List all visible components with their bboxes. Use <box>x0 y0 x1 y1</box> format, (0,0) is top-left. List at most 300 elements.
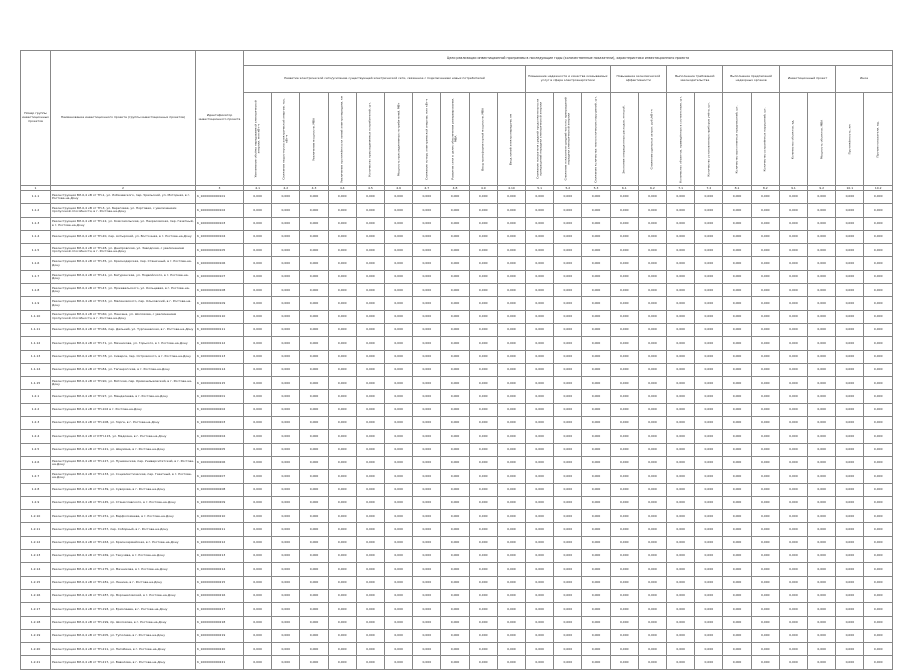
indicator-value: 0,000 <box>610 363 638 376</box>
indicator-value: 0,000 <box>497 244 525 257</box>
indicator-value: 0,000 <box>836 377 864 390</box>
indicator-header <box>695 93 723 186</box>
indicator-value: 0,000 <box>751 443 779 456</box>
indicator-value: 0,000 <box>864 576 892 589</box>
indicator-value: 0,000 <box>582 323 610 336</box>
indicator-value: 0,000 <box>836 443 864 456</box>
indicator-value: 0,000 <box>441 496 469 509</box>
indicator-header-label: Количество объектов, ед. <box>790 119 795 159</box>
indicator-value: 0,000 <box>244 470 272 483</box>
indicator-header-label: Мощность присоединяемых потребителей, МВт <box>395 102 400 176</box>
indicator-value: 0,000 <box>808 270 836 283</box>
indicator-value: 0,000 <box>751 230 779 243</box>
indicator-value: 0,000 <box>638 323 666 336</box>
table-row <box>21 350 893 363</box>
indicator-value: 0,000 <box>554 310 582 323</box>
project-name: Реконструкция ВЛ-0,4 кВ от ТП-181, ул. Ленина, в г. Ростове-на-Дону <box>51 576 196 589</box>
indicator-value: 0,000 <box>554 270 582 283</box>
indicator-value: 0,000 <box>638 230 666 243</box>
indicator-header-label: Увеличение протяжённости линий электропередачи, км <box>339 95 344 183</box>
indicator-value: 0,000 <box>864 456 892 469</box>
indicator-header-label: Снижение показателя средней частоты прекращений передачи электрической энергии <box>563 97 571 181</box>
indicator-value: 0,000 <box>610 417 638 430</box>
indicator-value: 0,000 <box>244 616 272 629</box>
indicator-value: 0,000 <box>779 377 807 390</box>
indicator-value: 0,000 <box>582 204 610 217</box>
investment-program-table <box>20 50 893 670</box>
indicator-value: 0,000 <box>497 337 525 350</box>
indicator-value: 0,000 <box>723 390 751 403</box>
table-row <box>21 603 893 616</box>
indicator-value: 0,000 <box>300 204 328 217</box>
indicator-value: 0,000 <box>328 430 356 443</box>
indicator-value: 0,000 <box>356 643 384 656</box>
column-number: 5.1 <box>526 186 554 191</box>
indicator-value: 0,000 <box>667 230 695 243</box>
indicator-value: 0,000 <box>272 297 300 310</box>
indicator-value: 0,000 <box>441 191 469 204</box>
indicator-value: 0,000 <box>638 390 666 403</box>
indicator-value: 0,000 <box>667 204 695 217</box>
indicator-value: 0,000 <box>610 217 638 230</box>
indicator-value: 0,000 <box>779 217 807 230</box>
row-number: 1.2.14 <box>21 563 51 576</box>
indicator-value: 0,000 <box>385 629 413 642</box>
indicator-value: 0,000 <box>779 230 807 243</box>
indicator-value: 0,000 <box>695 536 723 549</box>
indicator-value: 0,000 <box>300 550 328 563</box>
indicator-value: 0,000 <box>272 603 300 616</box>
indicator-value: 0,000 <box>751 323 779 336</box>
indicator-value: 0,000 <box>638 563 666 576</box>
indicator-value: 0,000 <box>695 204 723 217</box>
table-row <box>21 230 893 243</box>
indicator-value: 0,000 <box>526 643 554 656</box>
indicator-header <box>864 93 892 186</box>
indicator-header-label: Снижение удельных затрат, руб./кВт·ч <box>649 109 654 169</box>
table-row <box>21 656 893 669</box>
indicator-value: 0,000 <box>864 323 892 336</box>
indicator-value: 0,000 <box>610 589 638 602</box>
indicator-value: 0,000 <box>667 257 695 270</box>
indicator-value: 0,000 <box>554 523 582 536</box>
indicator-value: 0,000 <box>808 337 836 350</box>
row-number: 1.1.15 <box>21 377 51 390</box>
indicator-value: 0,000 <box>526 244 554 257</box>
indicator-value: 0,000 <box>356 417 384 430</box>
indicator-value: 0,000 <box>272 550 300 563</box>
indicator-value: 0,000 <box>582 589 610 602</box>
indicator-value: 0,000 <box>300 496 328 509</box>
indicator-header <box>582 93 610 186</box>
indicator-header <box>779 93 807 186</box>
column-number: 4.1 <box>244 186 272 191</box>
indicator-value: 0,000 <box>413 377 441 390</box>
indicator-value: 0,000 <box>244 643 272 656</box>
project-id: K_1000000000105 <box>196 244 244 257</box>
indicator-value: 0,000 <box>554 417 582 430</box>
indicator-value: 0,000 <box>864 377 892 390</box>
indicator-value: 0,000 <box>554 643 582 656</box>
indicator-value: 0,000 <box>582 576 610 589</box>
indicator-value: 0,000 <box>779 496 807 509</box>
indicator-value: 0,000 <box>610 536 638 549</box>
indicator-value: 0,000 <box>300 456 328 469</box>
indicator-value: 0,000 <box>638 550 666 563</box>
indicator-value: 0,000 <box>300 510 328 523</box>
indicator-value: 0,000 <box>808 643 836 656</box>
indicator-value: 0,000 <box>441 257 469 270</box>
table-row <box>21 377 893 390</box>
indicator-value: 0,000 <box>497 204 525 217</box>
indicator-value: 0,000 <box>695 510 723 523</box>
indicator-value: 0,000 <box>751 496 779 509</box>
indicator-value: 0,000 <box>300 363 328 376</box>
indicator-value: 0,000 <box>385 643 413 656</box>
indicator-value: 0,000 <box>695 230 723 243</box>
indicator-value: 0,000 <box>695 456 723 469</box>
table-row <box>21 430 893 443</box>
indicator-value: 0,000 <box>638 191 666 204</box>
indicator-value: 0,000 <box>751 403 779 416</box>
indicator-value: 0,000 <box>723 284 751 297</box>
indicator-value: 0,000 <box>667 616 695 629</box>
indicator-value: 0,000 <box>751 244 779 257</box>
indicator-value: 0,000 <box>272 403 300 416</box>
indicator-value: 0,000 <box>272 576 300 589</box>
indicator-value: 0,000 <box>272 616 300 629</box>
group-header: Выполнение предписаний надзорных органов <box>723 66 779 93</box>
indicator-value: 0,000 <box>836 270 864 283</box>
indicator-value: 0,000 <box>328 536 356 549</box>
indicator-value: 0,000 <box>385 191 413 204</box>
row-number: 1.2.6 <box>21 456 51 469</box>
indicator-value: 0,000 <box>413 510 441 523</box>
indicator-value: 0,000 <box>667 417 695 430</box>
indicator-value: 0,000 <box>328 217 356 230</box>
indicator-value: 0,000 <box>526 550 554 563</box>
indicator-value: 0,000 <box>300 403 328 416</box>
project-id: K_1000000000104 <box>196 230 244 243</box>
indicator-value: 0,000 <box>582 470 610 483</box>
indicator-value: 0,000 <box>526 456 554 469</box>
indicator-value: 0,000 <box>864 629 892 642</box>
indicator-value: 0,000 <box>469 323 497 336</box>
indicator-value: 0,000 <box>385 310 413 323</box>
indicator-value: 0,000 <box>497 323 525 336</box>
indicator-header <box>244 93 272 186</box>
indicator-value: 0,000 <box>836 390 864 403</box>
indicator-value: 0,000 <box>779 576 807 589</box>
indicator-header-label: Количество присоединяемых потребителей, шт. <box>367 101 372 177</box>
indicator-value: 0,000 <box>441 443 469 456</box>
indicator-value: 0,000 <box>667 483 695 496</box>
indicator-value: 0,000 <box>554 629 582 642</box>
indicator-value: 0,000 <box>610 230 638 243</box>
indicator-value: 0,000 <box>695 443 723 456</box>
indicator-value: 0,000 <box>526 270 554 283</box>
project-id: K_1000000000207 <box>196 470 244 483</box>
project-id: K_1000000000112 <box>196 337 244 350</box>
indicator-value: 0,000 <box>667 191 695 204</box>
indicator-value: 0,000 <box>610 257 638 270</box>
column-number: 4.6 <box>385 186 413 191</box>
group-header: Выполнение требований законодательства <box>667 66 723 93</box>
indicator-value: 0,000 <box>554 323 582 336</box>
table-body <box>21 191 893 670</box>
row-number: 1.1.5 <box>21 244 51 257</box>
indicator-value: 0,000 <box>526 523 554 536</box>
indicator-value: 0,000 <box>695 629 723 642</box>
indicator-value: 0,000 <box>836 284 864 297</box>
indicator-value: 0,000 <box>582 417 610 430</box>
project-id: K_1000000000208 <box>196 483 244 496</box>
indicator-value: 0,000 <box>751 270 779 283</box>
indicator-value: 0,000 <box>300 589 328 602</box>
indicator-header-label: Снижение потерь электрической энергии, млн кВт·ч <box>424 98 429 180</box>
indicator-value: 0,000 <box>695 217 723 230</box>
table-row <box>21 496 893 509</box>
indicator-value: 0,000 <box>328 270 356 283</box>
indicator-value: 0,000 <box>723 403 751 416</box>
indicator-value: 0,000 <box>272 563 300 576</box>
indicator-value: 0,000 <box>779 310 807 323</box>
indicator-value: 0,000 <box>864 643 892 656</box>
indicator-header <box>751 93 779 186</box>
indicator-header <box>667 93 695 186</box>
indicator-header <box>300 93 328 186</box>
indicator-value: 0,000 <box>610 603 638 616</box>
indicator-value: 0,000 <box>751 483 779 496</box>
indicator-value: 0,000 <box>723 496 751 509</box>
indicator-value: 0,000 <box>667 430 695 443</box>
row-number: 1.1.13 <box>21 350 51 363</box>
indicator-value: 0,000 <box>723 337 751 350</box>
indicator-value: 0,000 <box>554 483 582 496</box>
indicator-value: 0,000 <box>413 417 441 430</box>
indicator-value: 0,000 <box>413 470 441 483</box>
indicator-value: 0,000 <box>695 297 723 310</box>
indicator-value: 0,000 <box>667 244 695 257</box>
indicator-value: 0,000 <box>808 257 836 270</box>
indicator-value: 0,000 <box>582 403 610 416</box>
indicator-value: 0,000 <box>469 483 497 496</box>
table-row <box>21 470 893 483</box>
indicator-header <box>836 93 864 186</box>
indicator-value: 0,000 <box>244 603 272 616</box>
indicator-value: 0,000 <box>356 363 384 376</box>
indicator-value: 0,000 <box>808 616 836 629</box>
indicator-value: 0,000 <box>300 257 328 270</box>
table-row <box>21 270 893 283</box>
indicator-value: 0,000 <box>497 417 525 430</box>
project-id: K_1000000000110 <box>196 310 244 323</box>
project-id: K_1000000000101 <box>196 191 244 204</box>
indicator-value: 0,000 <box>272 470 300 483</box>
indicator-value: 0,000 <box>582 443 610 456</box>
indicator-value: 0,000 <box>582 563 610 576</box>
indicator-value: 0,000 <box>300 244 328 257</box>
indicator-value: 0,000 <box>695 244 723 257</box>
indicator-value: 0,000 <box>441 643 469 656</box>
indicator-value: 0,000 <box>554 456 582 469</box>
indicator-value: 0,000 <box>441 377 469 390</box>
indicator-value: 0,000 <box>808 204 836 217</box>
indicator-value: 0,000 <box>356 616 384 629</box>
indicator-value: 0,000 <box>695 576 723 589</box>
indicator-value: 0,000 <box>328 629 356 642</box>
project-id: K_1000000000218 <box>196 616 244 629</box>
indicator-value: 0,000 <box>328 284 356 297</box>
indicator-value: 0,000 <box>497 350 525 363</box>
indicator-value: 0,000 <box>526 483 554 496</box>
indicator-value: 0,000 <box>779 603 807 616</box>
indicator-value: 0,000 <box>300 629 328 642</box>
indicator-value: 0,000 <box>272 483 300 496</box>
indicator-value: 0,000 <box>469 191 497 204</box>
indicator-value: 0,000 <box>441 417 469 430</box>
col-header-id: Идентификатор инвестиционного проекта <box>196 51 244 186</box>
indicator-value: 0,000 <box>441 430 469 443</box>
indicator-value: 0,000 <box>864 337 892 350</box>
indicator-value: 0,000 <box>610 377 638 390</box>
indicator-value: 0,000 <box>469 217 497 230</box>
indicator-value: 0,000 <box>695 377 723 390</box>
indicator-value: 0,000 <box>751 377 779 390</box>
indicator-value: 0,000 <box>638 443 666 456</box>
indicator-value: 0,000 <box>356 470 384 483</box>
indicator-value: 0,000 <box>244 390 272 403</box>
indicator-value: 0,000 <box>300 483 328 496</box>
indicator-value: 0,000 <box>328 483 356 496</box>
indicator-value: 0,000 <box>695 363 723 376</box>
indicator-value: 0,000 <box>723 616 751 629</box>
indicator-value: 0,000 <box>751 204 779 217</box>
indicator-value: 0,000 <box>356 204 384 217</box>
indicator-value: 0,000 <box>300 523 328 536</box>
table-row <box>21 563 893 576</box>
indicator-value: 0,000 <box>497 297 525 310</box>
indicator-value: 0,000 <box>723 483 751 496</box>
indicator-value: 0,000 <box>638 643 666 656</box>
indicator-value: 0,000 <box>836 629 864 642</box>
indicator-value: 0,000 <box>723 244 751 257</box>
group-header: Повышение экономической эффективности <box>610 66 666 93</box>
indicator-value: 0,000 <box>836 496 864 509</box>
indicator-value: 0,000 <box>864 550 892 563</box>
indicator-value: 0,000 <box>610 656 638 669</box>
row-number: 1.2.19 <box>21 629 51 642</box>
indicator-value: 0,000 <box>610 297 638 310</box>
indicator-value: 0,000 <box>469 363 497 376</box>
indicator-value: 0,000 <box>779 417 807 430</box>
indicator-value: 0,000 <box>836 643 864 656</box>
indicator-value: 0,000 <box>441 483 469 496</box>
indicator-value: 0,000 <box>526 443 554 456</box>
indicator-value: 0,000 <box>385 443 413 456</box>
indicator-value: 0,000 <box>244 456 272 469</box>
indicator-value: 0,000 <box>413 536 441 549</box>
indicator-value: 0,000 <box>272 456 300 469</box>
indicator-header-label: Снижение показателя средней продолжительности прекращений передачи электрической энергии <box>535 98 543 180</box>
indicator-value: 0,000 <box>413 350 441 363</box>
indicator-value: 0,000 <box>808 589 836 602</box>
indicator-value: 0,000 <box>469 576 497 589</box>
indicator-value: 0,000 <box>751 656 779 669</box>
indicator-value: 0,000 <box>779 443 807 456</box>
indicator-value: 0,000 <box>441 576 469 589</box>
indicator-value: 0,000 <box>864 310 892 323</box>
indicator-value: 0,000 <box>695 191 723 204</box>
indicator-value: 0,000 <box>751 510 779 523</box>
indicator-value: 0,000 <box>808 363 836 376</box>
indicator-value: 0,000 <box>836 403 864 416</box>
indicator-value: 0,000 <box>526 323 554 336</box>
indicator-value: 0,000 <box>808 510 836 523</box>
indicator-value: 0,000 <box>300 656 328 669</box>
indicator-value: 0,000 <box>808 536 836 549</box>
indicator-header <box>554 93 582 186</box>
indicator-value: 0,000 <box>526 576 554 589</box>
indicator-value: 0,000 <box>441 390 469 403</box>
indicator-value: 0,000 <box>836 523 864 536</box>
indicator-value: 0,000 <box>695 284 723 297</box>
indicator-value: 0,000 <box>300 417 328 430</box>
column-number: 5.2 <box>554 186 582 191</box>
column-number: 9.1 <box>779 186 807 191</box>
indicator-value: 0,000 <box>300 390 328 403</box>
indicator-value: 0,000 <box>723 377 751 390</box>
indicator-value: 0,000 <box>638 257 666 270</box>
indicator-value: 0,000 <box>413 589 441 602</box>
indicator-value: 0,000 <box>300 350 328 363</box>
indicator-value: 0,000 <box>836 244 864 257</box>
indicator-value: 0,000 <box>582 310 610 323</box>
indicator-value: 0,000 <box>864 656 892 669</box>
indicator-value: 0,000 <box>356 284 384 297</box>
column-number: 7.1 <box>667 186 695 191</box>
indicator-value: 0,000 <box>638 576 666 589</box>
project-name: Реконструкция ВЛ-0,4 кВ от ТП-102 в г. Ростове-на-Дону <box>51 403 196 416</box>
indicator-value: 0,000 <box>610 576 638 589</box>
indicator-value: 0,000 <box>300 603 328 616</box>
indicator-value: 0,000 <box>300 337 328 350</box>
indicator-header-label: Снижение количества технологических нарушений, шт. <box>593 95 598 183</box>
investment-program-table-sheet <box>20 50 892 664</box>
indicator-value: 0,000 <box>554 230 582 243</box>
indicator-value: 0,000 <box>244 629 272 642</box>
indicator-value: 0,000 <box>836 323 864 336</box>
indicator-header <box>808 93 836 186</box>
project-id: K_1000000000115 <box>196 377 244 390</box>
indicator-value: 0,000 <box>469 616 497 629</box>
indicator-value: 0,000 <box>836 257 864 270</box>
indicator-value: 0,000 <box>864 270 892 283</box>
group-header: Развитие электрической сети/усиление существующей электрической сети, связанное с подключением новых потребителей <box>244 66 526 93</box>
indicator-value: 0,000 <box>441 337 469 350</box>
indicator-value: 0,000 <box>723 576 751 589</box>
indicator-value: 0,000 <box>638 483 666 496</box>
indicator-value: 0,000 <box>469 284 497 297</box>
indicator-value: 0,000 <box>356 576 384 589</box>
indicator-value: 0,000 <box>582 656 610 669</box>
indicator-value: 0,000 <box>526 496 554 509</box>
indicator-value: 0,000 <box>751 536 779 549</box>
table-row <box>21 510 893 523</box>
indicator-value: 0,000 <box>385 656 413 669</box>
indicator-value: 0,000 <box>836 603 864 616</box>
indicator-value: 0,000 <box>836 656 864 669</box>
